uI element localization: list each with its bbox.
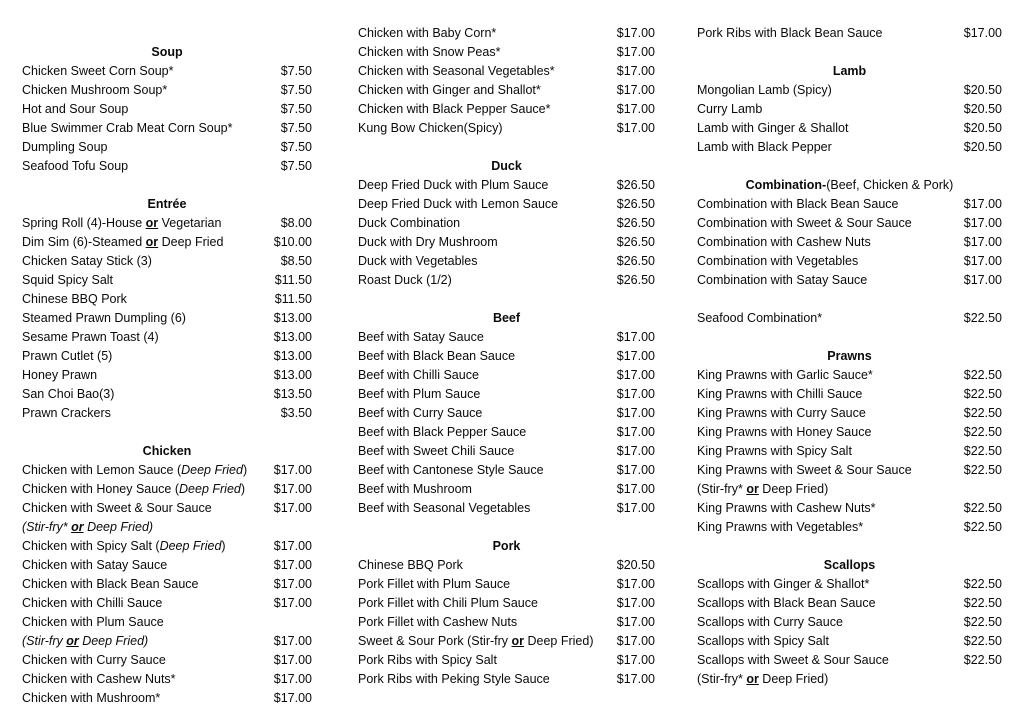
- menu-item-price: $17.00: [616, 330, 655, 344]
- menu-item-row: [22, 518, 312, 537]
- menu-item-name: King Prawns with Garlic Sauce*: [697, 368, 873, 382]
- menu-item-name: Scallops with Ginger & Shallot*: [697, 577, 870, 591]
- section-heading: Prawns: [827, 349, 872, 363]
- menu-item-row: [358, 62, 655, 81]
- menu-item-name: Chicken with Honey Sauce (Deep Fried): [22, 482, 246, 496]
- menu-item-price: $17.00: [616, 406, 655, 420]
- menu-item-price: $17.00: [963, 26, 1002, 40]
- menu-item-name: Deep Fried Duck with Lemon Sauce: [358, 197, 559, 211]
- menu-item-price: $22.50: [963, 634, 1002, 648]
- menu-item-row: [358, 214, 655, 233]
- menu-item-name: Beef with Chilli Sauce: [358, 368, 479, 382]
- section-gap: [697, 537, 1002, 556]
- item-spacer: [697, 290, 1002, 309]
- menu-item-row: [697, 461, 1002, 480]
- menu-item-price: $17.00: [616, 463, 655, 477]
- menu-item-price: $13.00: [273, 330, 312, 344]
- menu-item-price: $17.00: [616, 444, 655, 458]
- menu-item-name: Chinese BBQ Pork: [358, 558, 463, 572]
- menu-item-name: Combination with Black Bean Sauce: [697, 197, 899, 211]
- menu-item-price: $17.00: [273, 596, 312, 610]
- menu-item-name: Combination with Satay Sauce: [697, 273, 868, 287]
- menu-item-price: $22.50: [963, 444, 1002, 458]
- menu-item-name: Combination with Vegetables: [697, 254, 859, 268]
- menu-item-price: $17.00: [616, 121, 655, 135]
- menu-item-name: Chicken with Curry Sauce: [22, 653, 166, 667]
- menu-item-name: King Prawns with Curry Sauce: [697, 406, 866, 420]
- menu-item-name: Chicken with Seasonal Vegetables*: [358, 64, 555, 78]
- menu-item-name: Chicken with Spicy Salt (Deep Fried): [22, 539, 226, 553]
- menu-item-row: [22, 670, 312, 689]
- menu-column-1: [0, 24, 340, 708]
- menu-item-price: $22.50: [963, 368, 1002, 382]
- menu-item-name: Combination with Sweet & Sour Sauce: [697, 216, 912, 230]
- menu-item-row: [697, 594, 1002, 613]
- menu-item-row: [358, 100, 655, 119]
- menu-item-row: [358, 461, 655, 480]
- menu-item-price: $13.00: [273, 311, 312, 325]
- menu-item-price: $7.50: [280, 102, 312, 116]
- menu-item-row: [358, 404, 655, 423]
- menu-item-price: $17.00: [616, 653, 655, 667]
- menu-section: [697, 328, 1002, 537]
- menu-item-price: $17.00: [616, 83, 655, 97]
- section-heading: Combination-(Beef, Chicken & Pork): [745, 178, 954, 192]
- menu-item-name: Duck Combination: [358, 216, 461, 230]
- menu-item-name: (Stir-fry* or Deep Fried): [697, 672, 829, 686]
- menu-item-name: Kung Bow Chicken(Spicy): [358, 121, 503, 135]
- menu-item-name: Beef with Sweet Chili Sauce: [358, 444, 515, 458]
- menu-item-name: Chicken with Sweet & Sour Sauce: [22, 501, 212, 515]
- menu-item-name: San Choi Bao(3): [22, 387, 115, 401]
- menu-item-name: Pork Ribs with Spicy Salt: [358, 653, 497, 667]
- menu-item-row: [697, 309, 1002, 328]
- menu-item-name: Beef with Mushroom: [358, 482, 472, 496]
- menu-item-row: [697, 404, 1002, 423]
- menu-item-row: [358, 632, 655, 651]
- menu-item-row: [22, 271, 312, 290]
- menu-item-row: [358, 480, 655, 499]
- menu-item-row: [22, 385, 312, 404]
- menu-item-name: Mongolian Lamb (Spicy): [697, 83, 832, 97]
- menu-item-price: $26.50: [616, 197, 655, 211]
- menu-item-price: $22.50: [963, 463, 1002, 477]
- section-gap: [697, 328, 1002, 347]
- menu-item-row: [358, 195, 655, 214]
- menu-item-name: Blue Swimmer Crab Meat Corn Soup*: [22, 121, 233, 135]
- menu-section: [358, 138, 655, 290]
- menu-column-3: [680, 24, 1020, 689]
- menu-item-price: $17.00: [273, 501, 312, 515]
- menu-item-row: [22, 556, 312, 575]
- menu-section: [22, 176, 312, 423]
- menu-item-price: $17.00: [273, 577, 312, 591]
- menu-section: [697, 157, 1002, 328]
- menu-item-name: Chicken Sweet Corn Soup*: [22, 64, 174, 78]
- menu-item-name: Sesame Prawn Toast (4): [22, 330, 159, 344]
- menu-section: [697, 24, 1002, 43]
- menu-item-name: (Stir-fry* or Deep Fried): [697, 482, 829, 496]
- menu-item-name: Squid Spicy Salt: [22, 273, 114, 287]
- menu-item-name: Beef with Cantonese Style Sauce: [358, 463, 544, 477]
- menu-item-price: $8.00: [280, 216, 312, 230]
- menu-item-name: Deep Fried Duck with Plum Sauce: [358, 178, 549, 192]
- menu-item-row: [358, 385, 655, 404]
- menu-item-row: [358, 252, 655, 271]
- menu-item-name: Steamed Prawn Dumpling (6): [22, 311, 186, 325]
- section-gap: [22, 176, 312, 195]
- menu-item-row: [358, 556, 655, 575]
- menu-item-name: Pork Ribs with Black Bean Sauce: [697, 26, 883, 40]
- menu-section: [358, 290, 655, 518]
- menu-item-price: $13.00: [273, 368, 312, 382]
- menu-item-name: Prawn Cutlet (5): [22, 349, 113, 363]
- menu-item-name: Chicken Satay Stick (3): [22, 254, 152, 268]
- menu-item-name: Beef with Plum Sauce: [358, 387, 481, 401]
- menu-item-price: $7.50: [280, 121, 312, 135]
- menu-item-name: Chicken with Satay Sauce: [22, 558, 168, 572]
- menu-item-row: [22, 233, 312, 252]
- menu-item-name: Beef with Satay Sauce: [358, 330, 484, 344]
- menu-item-row: [358, 499, 655, 518]
- menu-item-row: [22, 594, 312, 613]
- menu-item-row: [697, 138, 1002, 157]
- menu-item-name: Beef with Curry Sauce: [358, 406, 483, 420]
- menu-item-row: [697, 613, 1002, 632]
- menu-item-row: [22, 214, 312, 233]
- menu-item-row: [358, 670, 655, 689]
- menu-item-name: Roast Duck (1/2): [358, 273, 452, 287]
- section-heading: Entrée: [147, 197, 187, 211]
- menu-item-price: $20.50: [963, 140, 1002, 154]
- menu-item-price: $17.00: [616, 634, 655, 648]
- menu-item-row: [697, 233, 1002, 252]
- menu-item-name: Prawn Crackers: [22, 406, 111, 420]
- section-heading: Chicken: [142, 444, 192, 458]
- menu-item-row: [22, 480, 312, 499]
- menu-item-row: [697, 271, 1002, 290]
- menu-item-name: Duck with Vegetables: [358, 254, 478, 268]
- menu-item-row: [22, 62, 312, 81]
- menu-item-price: $17.00: [616, 501, 655, 515]
- menu-section: [22, 423, 312, 708]
- menu-item-name: (Stir-fry* or Deep Fried): [22, 520, 154, 534]
- menu-item-row: [22, 575, 312, 594]
- menu-item-price: $17.00: [616, 615, 655, 629]
- menu-item-row: [358, 594, 655, 613]
- menu-item-name: Lamb with Black Pepper: [697, 140, 832, 154]
- menu-item-row: [697, 195, 1002, 214]
- menu-item-price: $17.00: [273, 558, 312, 572]
- menu-item-name: Duck with Dry Mushroom: [358, 235, 498, 249]
- menu-item-row: [697, 518, 1002, 537]
- menu-item-name: Pork Fillet with Chili Plum Sauce: [358, 596, 538, 610]
- menu-item-name: Chicken with Lemon Sauce (Deep Fried): [22, 463, 248, 477]
- menu-item-row: [22, 328, 312, 347]
- menu-item-price: $17.00: [963, 235, 1002, 249]
- menu-item-price: $22.50: [963, 406, 1002, 420]
- menu-item-price: $17.00: [616, 387, 655, 401]
- menu-item-price: $17.00: [616, 102, 655, 116]
- menu-item-row: [22, 138, 312, 157]
- menu-item-name: Scallops with Curry Sauce: [697, 615, 843, 629]
- menu-item-row: [358, 119, 655, 138]
- menu-item-price: $17.00: [273, 539, 312, 553]
- menu-item-name: Chicken with Black Pepper Sauce*: [358, 102, 551, 116]
- menu-item-price: $22.50: [963, 615, 1002, 629]
- menu-item-price: $17.00: [616, 349, 655, 363]
- menu-item-price: $17.00: [616, 45, 655, 59]
- menu-item-name: Sweet & Sour Pork (Stir-fry or Deep Fried): [358, 634, 594, 648]
- menu-item-price: $22.50: [963, 520, 1002, 534]
- menu-item-name: Hot and Sour Soup: [22, 102, 129, 116]
- menu-item-row: [697, 670, 1002, 689]
- menu-item-price: $17.00: [273, 653, 312, 667]
- section-gap: [358, 138, 655, 157]
- menu-item-price: $22.50: [963, 501, 1002, 515]
- menu-item-price: $20.50: [616, 558, 655, 572]
- menu-item-row: [697, 651, 1002, 670]
- menu-item-name: Pork Fillet with Plum Sauce: [358, 577, 511, 591]
- menu-item-row: [22, 499, 312, 518]
- menu-item-row: [22, 252, 312, 271]
- menu-item-name: King Prawns with Honey Sauce: [697, 425, 872, 439]
- menu-item-row: [358, 328, 655, 347]
- menu-item-price: $8.50: [280, 254, 312, 268]
- menu-item-price: $20.50: [963, 102, 1002, 116]
- menu-item-name: Chicken Mushroom Soup*: [22, 83, 168, 97]
- menu-item-row: [358, 43, 655, 62]
- menu-item-price: $26.50: [616, 273, 655, 287]
- menu-section: [358, 24, 655, 138]
- menu-item-name: Chicken with Black Bean Sauce: [22, 577, 199, 591]
- menu-item-row: [697, 81, 1002, 100]
- menu-item-price: $17.00: [616, 672, 655, 686]
- menu-item-row: [697, 366, 1002, 385]
- menu-item-price: $22.50: [963, 387, 1002, 401]
- menu-item-row: [697, 499, 1002, 518]
- menu-item-name: Chicken with Chilli Sauce: [22, 596, 163, 610]
- menu-item-name: Dumpling Soup: [22, 140, 108, 154]
- menu-item-price: $11.50: [274, 292, 312, 306]
- section-heading: Duck: [491, 159, 522, 173]
- menu-section: [22, 24, 312, 176]
- menu-item-row: [358, 366, 655, 385]
- menu-item-price: $11.50: [274, 273, 312, 287]
- menu-item-row: [697, 24, 1002, 43]
- menu-item-price: $22.50: [963, 596, 1002, 610]
- section-heading: Scallops: [823, 558, 876, 572]
- menu-item-price: $7.50: [280, 159, 312, 173]
- menu-item-name: Chicken with Baby Corn*: [358, 26, 497, 40]
- section-heading: Pork: [492, 539, 521, 553]
- menu-item-row: [358, 24, 655, 43]
- menu-item-price: $3.50: [280, 406, 312, 420]
- menu-item-name: Beef with Seasonal Vegetables: [358, 501, 531, 515]
- section-gap: [358, 290, 655, 309]
- menu-item-row: [358, 271, 655, 290]
- menu-item-price: $17.00: [616, 26, 655, 40]
- menu-item-name: Lamb with Ginger & Shallot: [697, 121, 849, 135]
- menu-item-name: Chinese BBQ Pork: [22, 292, 127, 306]
- menu-item-price: $20.50: [963, 121, 1002, 135]
- menu-item-name: Seafood Combination*: [697, 311, 823, 325]
- menu-item-row: [22, 309, 312, 328]
- menu-item-price: $13.50: [273, 387, 312, 401]
- section-heading: Beef: [492, 311, 521, 325]
- menu-item-row: [697, 214, 1002, 233]
- menu-item-price: $17.00: [616, 482, 655, 496]
- menu-item-row: [358, 575, 655, 594]
- menu-item-row: [22, 404, 312, 423]
- menu-item-row: [358, 233, 655, 252]
- section-gap: [22, 423, 312, 442]
- menu-item-row: [697, 252, 1002, 271]
- menu-item-price: $20.50: [963, 83, 1002, 97]
- menu-item-name: Honey Prawn: [22, 368, 98, 382]
- menu-item-price: $22.50: [963, 425, 1002, 439]
- menu-item-row: [697, 442, 1002, 461]
- menu-item-price: $17.00: [963, 216, 1002, 230]
- menu-item-row: [358, 347, 655, 366]
- menu-item-price: $13.00: [273, 349, 312, 363]
- menu-item-row: [22, 290, 312, 309]
- menu-item-price: $26.50: [616, 235, 655, 249]
- menu-item-row: [697, 100, 1002, 119]
- menu-item-name: King Prawns with Spicy Salt: [697, 444, 852, 458]
- menu-item-name: Seafood Tofu Soup: [22, 159, 129, 173]
- menu-item-name: Pork Fillet with Cashew Nuts: [358, 615, 518, 629]
- menu-item-price: $17.00: [616, 368, 655, 382]
- menu-item-name: King Prawns with Vegetables*: [697, 520, 864, 534]
- menu-item-row: [22, 366, 312, 385]
- menu-item-name: Curry Lamb: [697, 102, 763, 116]
- menu-item-row: [22, 157, 312, 176]
- menu-item-row: [697, 385, 1002, 404]
- menu-item-row: [358, 176, 655, 195]
- menu-item-name: Chicken with Plum Sauce: [22, 615, 164, 629]
- menu-item-price: $22.50: [963, 311, 1002, 325]
- menu-item-name: Chicken with Cashew Nuts*: [22, 672, 176, 686]
- menu-item-name: King Prawns with Sweet & Sour Sauce: [697, 463, 912, 477]
- menu-item-name: Scallops with Spicy Salt: [697, 634, 830, 648]
- menu-item-row: [22, 613, 312, 632]
- menu-item-name: Beef with Black Pepper Sauce: [358, 425, 527, 439]
- section-gap: [697, 43, 1002, 62]
- menu-item-price: $10.00: [273, 235, 312, 249]
- menu-item-name: Chicken with Snow Peas*: [358, 45, 501, 59]
- menu-item-price: $17.00: [273, 691, 312, 705]
- menu-item-row: [697, 480, 1002, 499]
- menu-item-row: [697, 119, 1002, 138]
- menu-item-row: [358, 423, 655, 442]
- menu-item-row: [358, 81, 655, 100]
- menu-item-name: Beef with Black Bean Sauce: [358, 349, 516, 363]
- menu-item-name: King Prawns with Chilli Sauce: [697, 387, 863, 401]
- menu-item-price: $26.50: [616, 178, 655, 192]
- menu-item-name: Chicken with Ginger and Shallot*: [358, 83, 541, 97]
- menu-column-2: [340, 24, 680, 689]
- menu-item-row: [697, 575, 1002, 594]
- menu-item-row: [358, 442, 655, 461]
- menu-item-price: $22.50: [963, 653, 1002, 667]
- section-gap: [697, 157, 1002, 176]
- menu-item-name: Spring Roll (4)-House or Vegetarian: [22, 216, 222, 230]
- menu-item-row: [22, 461, 312, 480]
- menu-item-row: [697, 632, 1002, 651]
- menu-item-row: [22, 632, 312, 651]
- menu-item-price: $17.00: [273, 634, 312, 648]
- menu-item-row: [358, 651, 655, 670]
- menu-item-row: [22, 81, 312, 100]
- menu-item-price: $17.00: [963, 254, 1002, 268]
- menu-item-row: [22, 100, 312, 119]
- menu-item-price: $17.00: [963, 273, 1002, 287]
- menu-item-name: Scallops with Sweet & Sour Sauce: [697, 653, 889, 667]
- menu-item-price: $7.50: [280, 140, 312, 154]
- menu-item-price: $7.50: [280, 83, 312, 97]
- menu-item-price: $17.00: [273, 482, 312, 496]
- menu-item-name: Combination with Cashew Nuts: [697, 235, 871, 249]
- menu-item-row: [22, 537, 312, 556]
- menu-item-row: [697, 423, 1002, 442]
- menu-item-price: $17.00: [616, 596, 655, 610]
- menu-item-price: $17.00: [273, 463, 312, 477]
- menu-item-price: $17.00: [273, 672, 312, 686]
- menu-section: [697, 43, 1002, 157]
- menu-item-row: [22, 347, 312, 366]
- menu-item-price: $22.50: [963, 577, 1002, 591]
- section-gap: [358, 518, 655, 537]
- menu-item-row: [22, 651, 312, 670]
- section-heading: Lamb: [832, 64, 867, 78]
- menu-section: [358, 518, 655, 689]
- menu-item-price: $7.50: [280, 64, 312, 78]
- menu-item-row: [22, 689, 312, 708]
- menu-item-name: King Prawns with Cashew Nuts*: [697, 501, 876, 515]
- menu-item-name: Chicken with Mushroom*: [22, 691, 161, 705]
- section-gap: [22, 24, 312, 43]
- menu-item-name: Dim Sim (6)-Steamed or Deep Fried: [22, 235, 224, 249]
- menu-item-price: $17.00: [616, 425, 655, 439]
- menu-item-price: $17.00: [616, 64, 655, 78]
- menu-item-name: Scallops with Black Bean Sauce: [697, 596, 876, 610]
- menu-item-price: $17.00: [616, 577, 655, 591]
- menu-item-row: [22, 119, 312, 138]
- section-heading: Soup: [151, 45, 183, 59]
- menu-item-price: $26.50: [616, 254, 655, 268]
- menu-item-name: Pork Ribs with Peking Style Sauce: [358, 672, 550, 686]
- menu-section: [697, 537, 1002, 689]
- menu-item-price: $17.00: [963, 197, 1002, 211]
- menu-item-price: $26.50: [616, 216, 655, 230]
- menu-item-row: [358, 613, 655, 632]
- menu-item-name: (Stir-fry or Deep Fried): [22, 634, 149, 648]
